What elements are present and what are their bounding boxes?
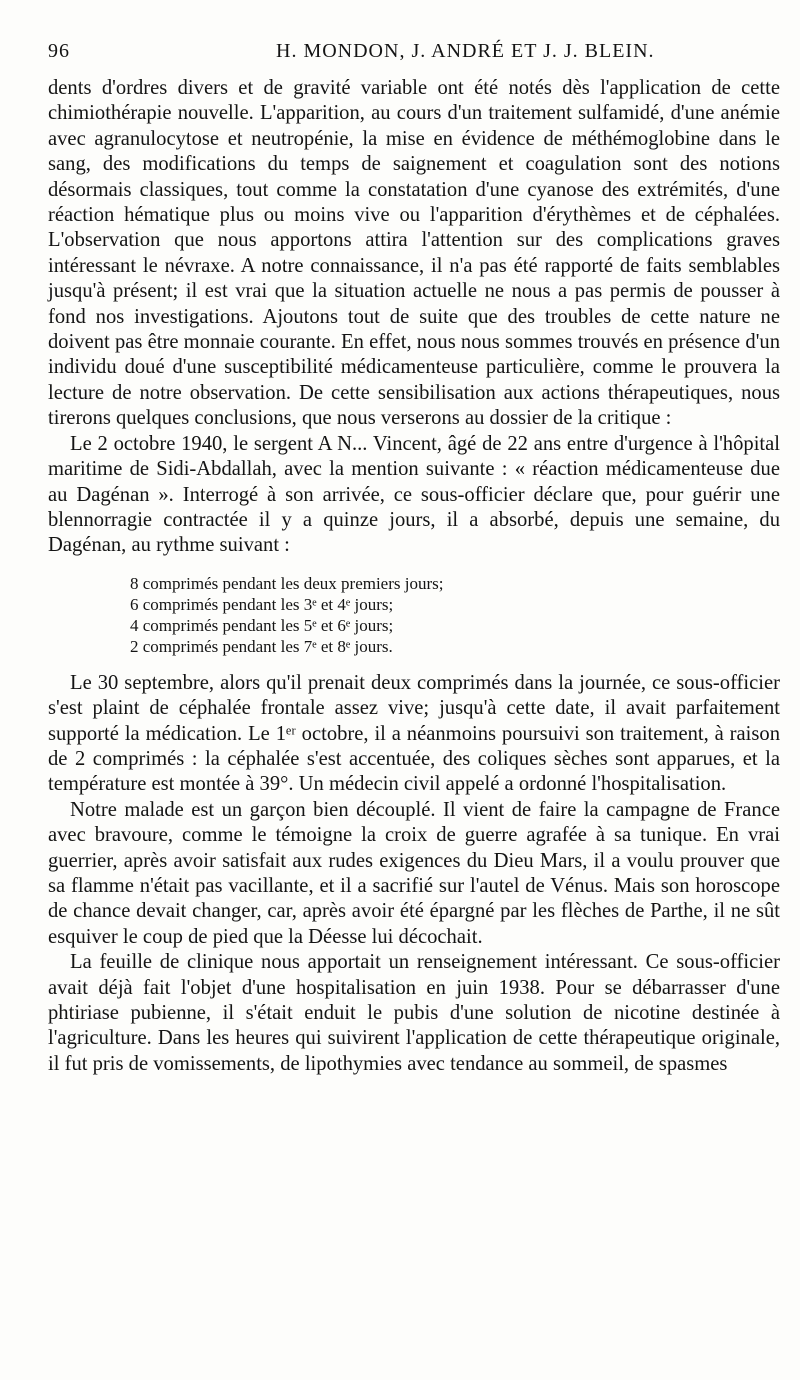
paragraph-onset: Le 30 septembre, alors qu'il prenait deux comprimés dans la journée, ce sous-officier s'est plaint de céphalée frontale assez vive; jusqu'à cette date, il avait parfaitement supporté la médication. Le 1ᵉʳ octobre, il a néanmoins poursuivi son traitement, à raison de 2 comprimés : la céphalée s'est accentuée, des coliques sèches sont apparues, et la température est montée à 39°. Un médecin civil appelé a ordonné l'hospitalisation. (48, 671, 780, 796)
dosage-item: 8 comprimés pendant les deux premiers jours; (130, 573, 444, 593)
running-title: H. MONDON, J. ANDRÉ ET J. J. BLEIN. (276, 40, 655, 62)
dosage-item: 6 comprimés pendant les 3ᵉ et 4ᵉ jours; (130, 594, 394, 614)
dosage-item: 4 comprimés pendant les 5ᵉ et 6ᵉ jours; (130, 615, 394, 635)
paragraph-admission: Le 2 octobre 1940, le sergent A N... Vincent, âgé de 22 ans entre d'urgence à l'hôpital maritime de Sidi-Abdallah, avec la mention suivante : « réaction médicamenteuse due au Dagénan ». Interrogé à son arrivée, ce sous-officier déclare que, pour guérir une blennorragie contractée il y a quinze jours, il a absorbé, depuis une semaine, du Dagénan, au rythme suivant : (48, 432, 780, 557)
paragraph-continuation: dents d'ordres divers et de gravité variable ont été notés dès l'application de cette chimiothérapie nouvelle. L'apparition, au cours d'un traitement sulfamidé, d'une anémie avec agranulocytose et neutropénie, la mise en évidence de méthémoglobine dans le sang, des modifications du temps de saignement et coagulation sont des notions désormais classiques, tout comme la constatation d'une cyanose des extrémités, d'une réaction hématique plus ou moins vive ou l'apparition d'érythèmes et de céphalées. L'observation que nous apportons attira l'attention sur des complications graves intéressant le névraxe. A notre connaissance, il n'a pas été rapporté de faits semblables jusqu'à présent; il est vrai que la situation actuelle ne nous a pas permis de pousser à fond nos investigations. Ajoutons tout de suite que des troubles de cette nature ne doivent pas être monnaie courante. En effet, nous nous sommes trouvés en présence d'un individu doué d'une susceptibilité médicamenteuse particulière, comme le prouvera la lecture de notre observation. De cette sensibilisation aux actions thérapeutiques, nous tirerons quelques conclusions, que nous verserons au dossier de la critique : (48, 77, 780, 430)
page-number: 96 (48, 40, 70, 62)
paragraph-patient: Notre malade est un garçon bien découplé. Il vient de faire la campagne de France avec bravoure, comme le témoigne la croix de guerre agrafée à sa tunique. En vrai guerrier, après avoir satisfait aux rudes exigences du Dieu Mars, il a voulu prouver que sa flamme n'était pas vacillante, et il a sacrifié sur l'autel de Vénus. Mais son horoscope de chance devait changer, car, après avoir été épargné par les flèches de Parthe, il ne sût esquiver le coup de pied que la Déesse lui décochait. (48, 798, 780, 948)
body-text (48, 76, 780, 1077)
dosage-list (130, 573, 780, 657)
page-header (48, 40, 778, 70)
dosage-item: 2 comprimés pendant les 7ᵉ et 8ᵉ jours. (130, 636, 393, 656)
paragraph-history: La feuille de clinique nous apportait un renseignement intéressant. Ce sous-officier avait déjà fait l'objet d'une hospitalisation en juin 1938. Pour se débarrasser d'une phtiriase pubienne, il s'était enduit le pubis d'une solution de nicotine destinée à l'agriculture. Dans les heures qui suivirent l'application de cette thérapeutique originale, il fut pris de vomissements, de lipothymies avec tendance au sommeil, de spasmes (48, 951, 780, 1075)
